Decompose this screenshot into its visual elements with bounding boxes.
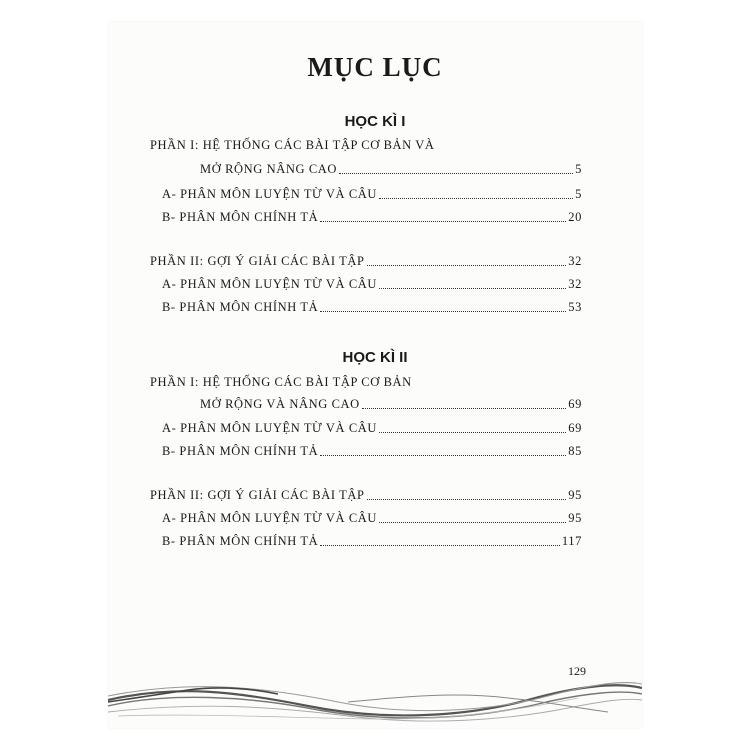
leader-dots	[362, 408, 567, 409]
leader-dots	[320, 221, 566, 222]
s1-part2-b-page: 53	[568, 300, 582, 314]
semester-2-heading: HỌC KÌ II	[342, 349, 408, 366]
s2-part1-page: 69	[568, 397, 582, 411]
s1-part1-entry	[200, 161, 582, 177]
s2-part2-label: PHẦN II: GỢI Ý GIẢI CÁC BÀI TẬP	[150, 488, 365, 502]
leader-dots	[379, 288, 566, 289]
s2-part2-page: 95	[568, 488, 582, 502]
s1-part1-b-page: 20	[568, 210, 582, 224]
s2-part1-a-page: 69	[568, 421, 582, 435]
s2-part2-a-entry	[162, 510, 582, 526]
s1-part1-title-line2: MỞ RỘNG NÂNG CAO	[200, 162, 338, 176]
s2-part1-a-entry	[162, 420, 582, 436]
s2-part2-entry	[150, 487, 582, 503]
s2-part1-entry	[200, 396, 582, 412]
s1-part1-a-label: A- PHÂN MÔN LUYỆN TỪ VÀ CÂU	[162, 187, 378, 201]
s1-part1-a-page: 5	[575, 187, 582, 201]
decorative-swoosh	[108, 672, 642, 728]
s2-part2-b-entry	[162, 533, 582, 549]
s2-part2-b-label: B- PHÂN MÔN CHÍNH TẢ	[162, 534, 319, 548]
s1-part2-a-page: 32	[568, 277, 582, 291]
s1-part1-title-line1: PHẦN I: HỆ THỐNG CÁC BÀI TẬP CƠ BẢN VÀ	[150, 138, 435, 152]
leader-dots	[367, 265, 567, 266]
page-number: 129	[568, 664, 586, 678]
s1-part2-page: 32	[568, 254, 582, 268]
s1-part1-b-entry	[162, 209, 582, 225]
s1-part1-b-label: B- PHÂN MÔN CHÍNH TẢ	[162, 210, 319, 224]
s2-part2-a-label: A- PHÂN MÔN LUYỆN TỪ VÀ CÂU	[162, 511, 378, 525]
s2-part1-b-label: B- PHÂN MÔN CHÍNH TẢ	[162, 444, 319, 458]
s2-part1-b-entry	[162, 443, 582, 459]
s2-part1-b-page: 85	[568, 444, 582, 458]
leader-dots	[379, 432, 566, 433]
leader-dots	[379, 522, 566, 523]
leader-dots	[320, 311, 566, 312]
s2-part1-a-label: A- PHÂN MÔN LUYỆN TỪ VÀ CÂU	[162, 421, 378, 435]
leader-dots	[367, 499, 567, 500]
s2-part1-title-line2: MỞ RỘNG VÀ NÂNG CAO	[200, 397, 360, 411]
s1-part2-b-label: B- PHÂN MÔN CHÍNH TẢ	[162, 300, 319, 314]
leader-dots	[320, 545, 560, 546]
s1-part2-a-label: A- PHÂN MÔN LUYỆN TỪ VÀ CÂU	[162, 277, 378, 291]
s1-part2-entry	[150, 253, 582, 269]
s2-part2-a-page: 95	[568, 511, 582, 525]
s2-part2-b-page: 117	[561, 534, 582, 548]
leader-dots	[339, 173, 573, 174]
semester-1-heading: HỌC KÌ I	[344, 113, 406, 130]
s1-part2-a-entry	[162, 276, 582, 292]
s1-part1-a-entry	[162, 186, 582, 202]
s1-part2-label: PHẦN II: GỢI Ý GIẢI CÁC BÀI TẬP	[150, 254, 365, 268]
page-title: MỤC LỤC	[307, 52, 443, 82]
leader-dots	[379, 198, 573, 199]
leader-dots	[320, 455, 566, 456]
s1-part1-page: 5	[575, 162, 582, 176]
s2-part1-title-line1: PHẦN I: HỆ THỐNG CÁC BÀI TẬP CƠ BẢN	[150, 375, 412, 389]
s1-part2-b-entry	[162, 299, 582, 315]
